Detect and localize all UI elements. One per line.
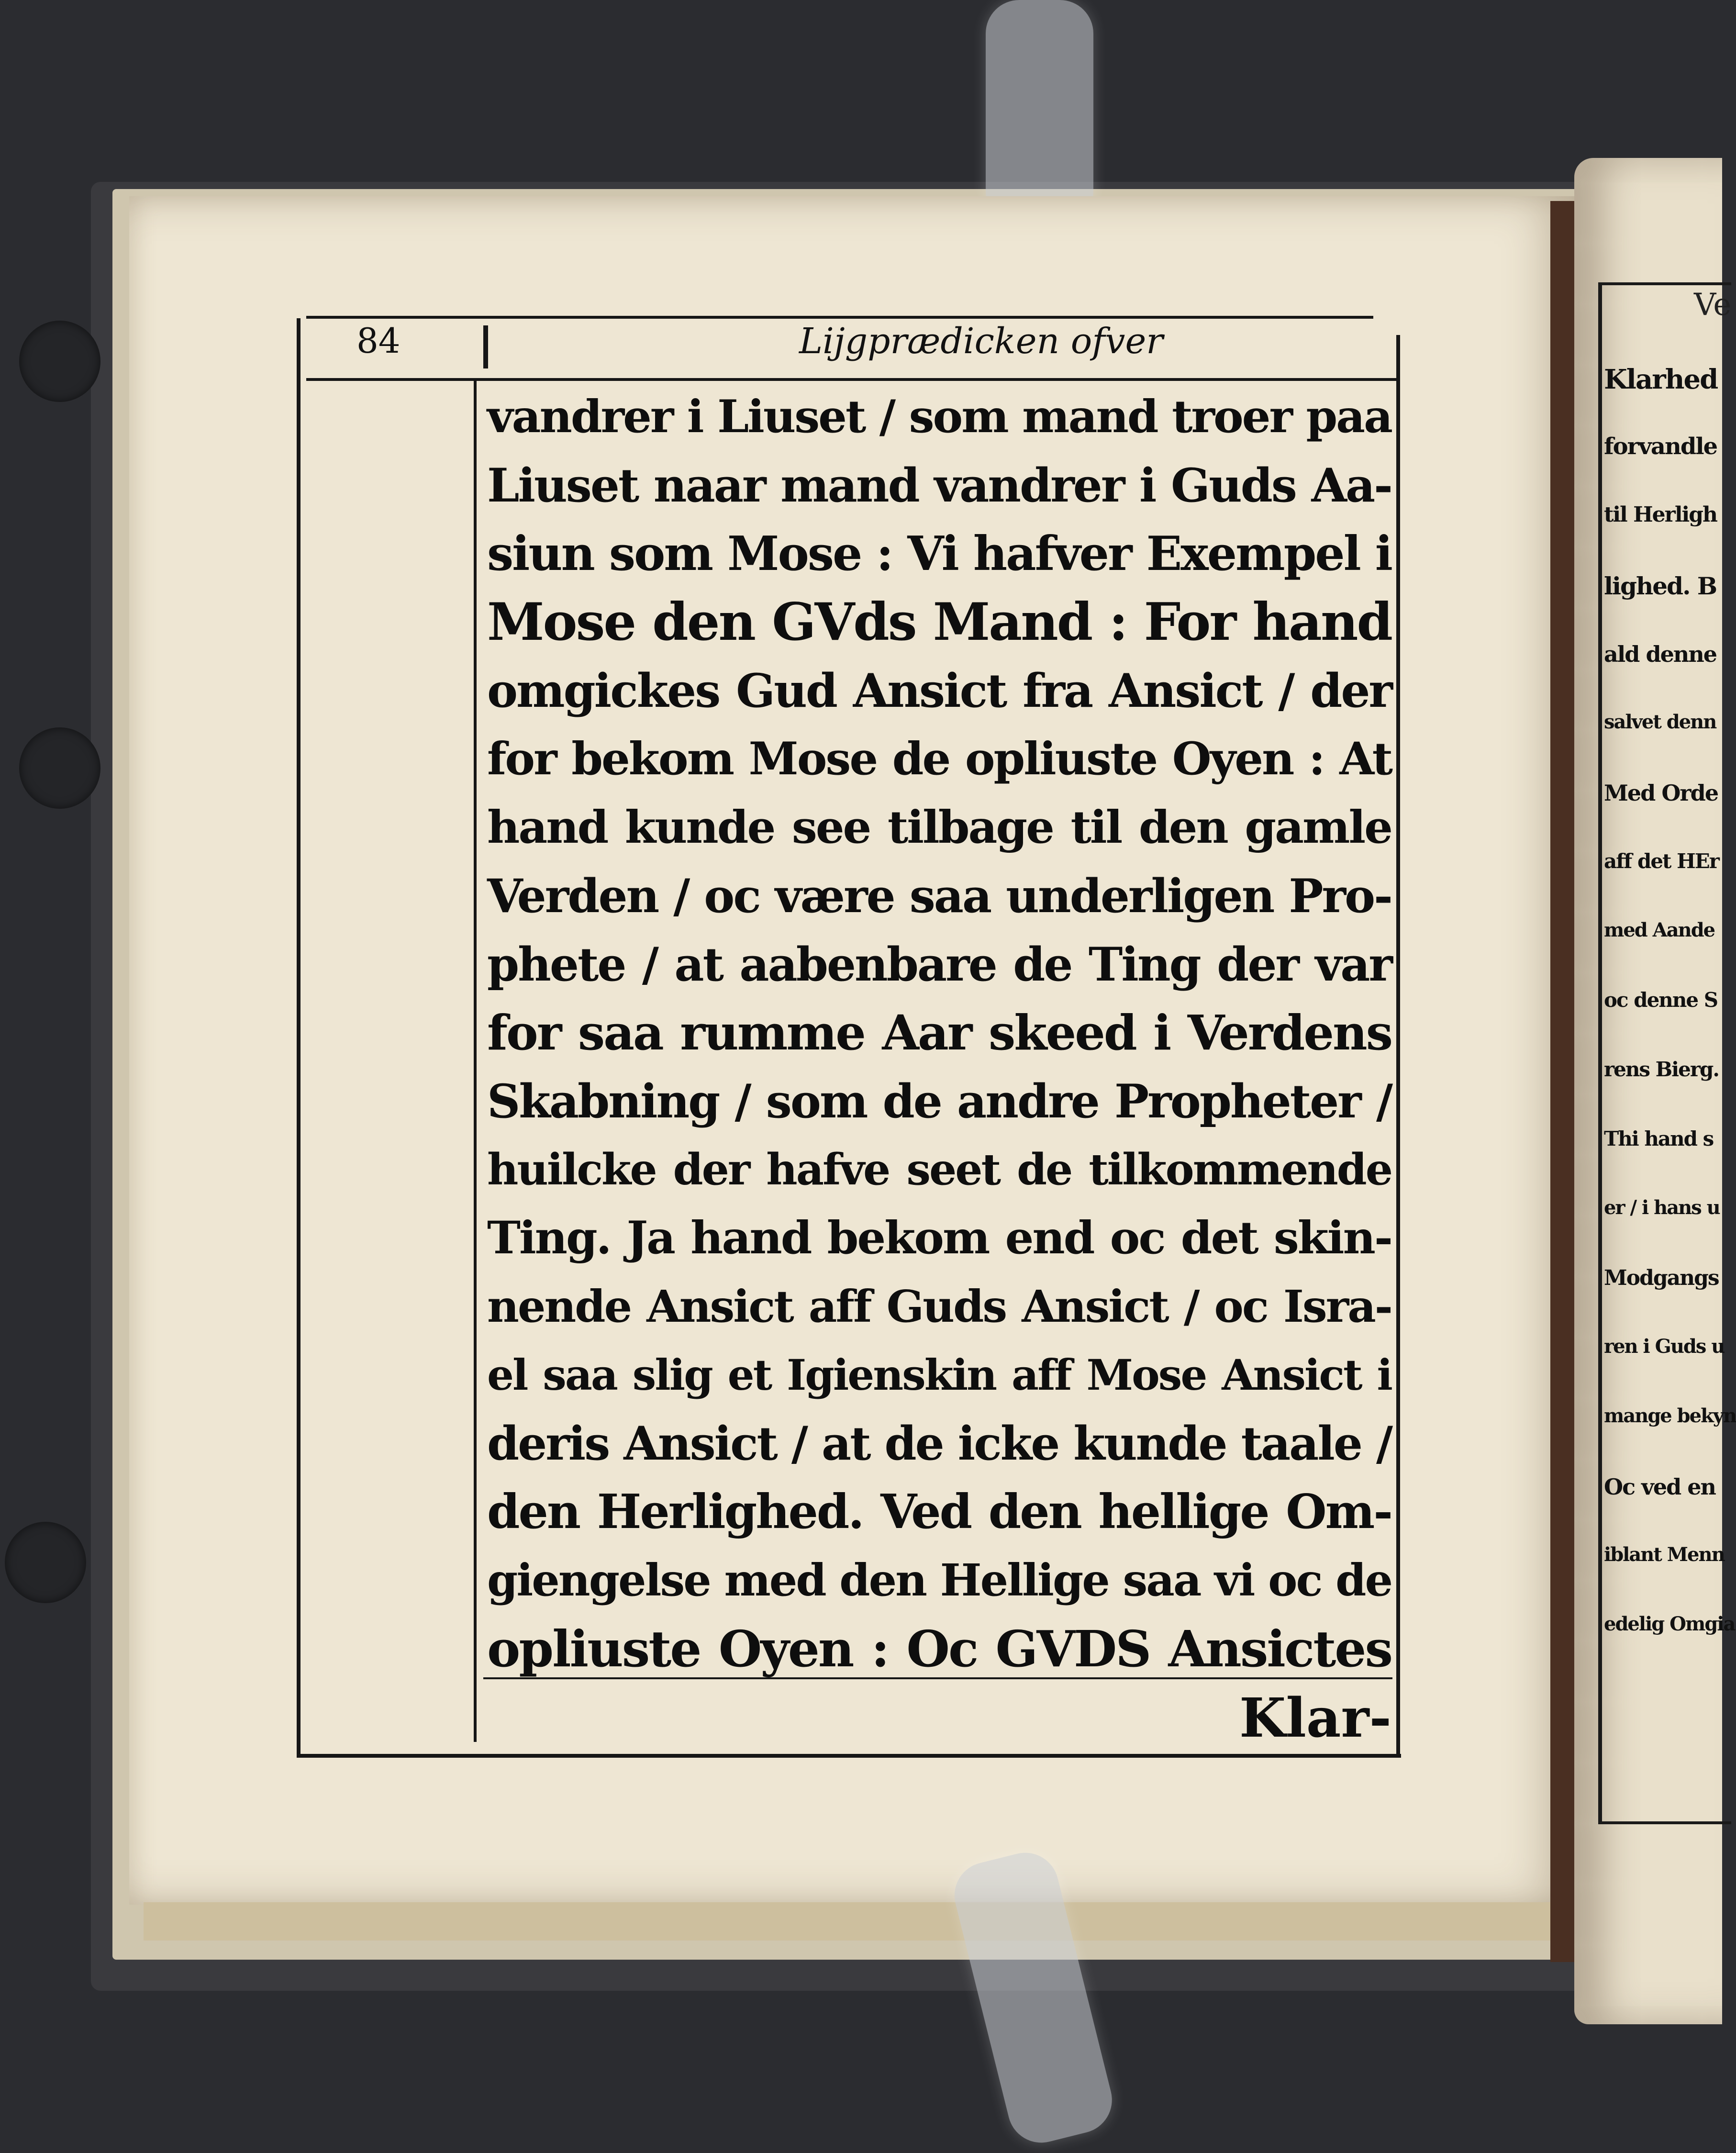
facing-line: aff det HEr — [1604, 849, 1719, 873]
text-line: giengelse med den Hellige saa vi oc de — [487, 1554, 1391, 1606]
mount-pin-2 — [19, 727, 100, 809]
facing-line: lighed. B — [1604, 572, 1717, 600]
facing-line: med Aande — [1604, 919, 1715, 941]
facing-line: salvet denn — [1604, 711, 1716, 733]
facing-line: edelig Omgia — [1604, 1613, 1735, 1635]
facing-line: Thi hand s — [1604, 1127, 1714, 1150]
text-line: el saa slig et Igienskin aff Mose Ansict i — [487, 1350, 1391, 1400]
body-text — [487, 383, 1391, 1683]
text-line: siun som Mose : Vi hafver Exempel i — [487, 526, 1391, 581]
text-line: Verden / oc være saa underligen Pro- — [487, 869, 1391, 923]
facing-line: oc denne S — [1604, 988, 1718, 1012]
facing-running-head: Ve — [1694, 287, 1732, 323]
frame-right-rule — [1396, 335, 1400, 1756]
facing-line: til Herligh — [1604, 502, 1717, 527]
text-line: hand kunde see tilbage til den gamle — [487, 801, 1391, 854]
text-line: opliuste Oyen : Oc GVDS Ansictes — [487, 1619, 1391, 1678]
head-rule-bottom — [306, 378, 1397, 381]
top-page-clip — [986, 0, 1093, 225]
page-bottom-edge — [144, 1902, 1560, 1941]
text-line: Mose den GVds Mand : For hand — [487, 592, 1391, 652]
text-line: vandrer i Liuset / som mand troer paa — [487, 390, 1391, 443]
page-number: 84 — [356, 321, 401, 361]
facing-line: Med Orde — [1604, 780, 1718, 806]
running-head: Lijgprædicken ofver — [799, 321, 1163, 362]
text-line: Ting. Ja hand bekom end oc det skin- — [487, 1212, 1391, 1264]
facing-line: er / i hans u — [1604, 1196, 1720, 1219]
text-line: Skabning / som de andre Propheter / — [487, 1074, 1391, 1128]
facing-line: mange bekyn — [1604, 1405, 1736, 1427]
facing-line: Klarhed — [1604, 364, 1718, 395]
mount-pin-3 — [5, 1522, 86, 1603]
head-rule-top — [306, 316, 1373, 319]
text-line: phete / at aabenbare de Ting der var — [487, 937, 1391, 992]
text-line: Liuset naar mand vandrer i Guds Aa- — [487, 458, 1391, 513]
text-line: deris Ansict / at de icke kunde taale / — [487, 1417, 1391, 1471]
header-separator — [483, 325, 488, 368]
facing-line: rens Bierg. — [1604, 1058, 1719, 1081]
text-line: huilcke der hafve seet de tilkommende — [487, 1144, 1391, 1195]
facing-line: ald denne — [1604, 641, 1717, 667]
text-line: omgickes Gud Ansict fra Ansict / der — [487, 664, 1391, 718]
catchword: Klar- — [1239, 1687, 1391, 1750]
text-line: den Herlighed. Ved den hellige Om- — [487, 1484, 1391, 1539]
facing-line: Oc ved en — [1604, 1474, 1715, 1500]
facing-line: iblant Menn — [1604, 1543, 1725, 1566]
mount-pin-1 — [19, 321, 100, 402]
text-line: for saa rumme Aar skeed i Verdens — [487, 1004, 1391, 1061]
facing-line: ren i Guds u — [1604, 1335, 1725, 1358]
text-line: for bekom Mose de opliuste Oyen : At — [487, 733, 1391, 785]
margin-rule — [474, 378, 477, 1742]
text-line: nende Ansict aff Guds Ansict / oc Isra- — [487, 1281, 1391, 1332]
facing-line: forvandle — [1604, 433, 1717, 460]
facing-line: Modgangs — [1604, 1266, 1719, 1290]
